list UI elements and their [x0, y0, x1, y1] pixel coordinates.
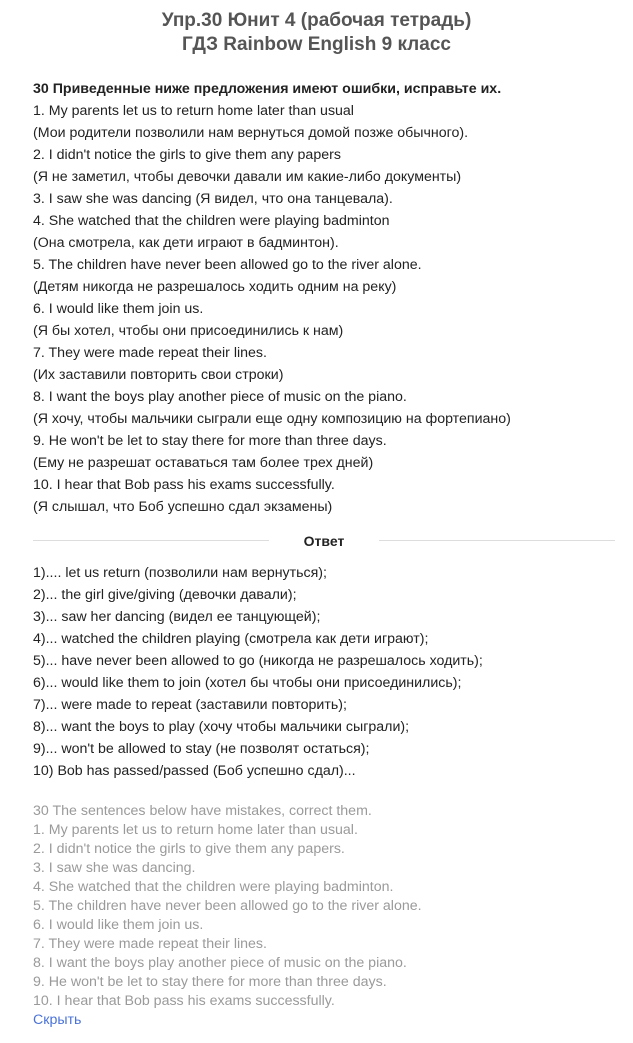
- task-line: (Я хочу, чтобы мальчики сыграли еще одну композицию на фортепиано): [33, 411, 511, 427]
- page-title-line-1: Упр.30 Юнит 4 (рабочая тетрадь): [161, 10, 472, 31]
- answer-item: 3)... saw her dancing (видел ее танцующей);: [33, 609, 321, 625]
- divider-rule-left: [33, 540, 269, 541]
- task-line: (Ему не разрешат оставаться там более трех дней): [33, 455, 374, 471]
- task-line: (Мои родители позволили нам вернуться домой позже обычного).: [33, 125, 469, 141]
- answer-item: 7)... were made to repeat (заставили повторить);: [33, 697, 347, 713]
- task-line: 2. I didn't notice the girls to give them any papers: [33, 147, 341, 163]
- page-title: [0, 9, 633, 57]
- answer-divider: [33, 530, 615, 552]
- task-line: (Я бы хотел, чтобы они присоединились к нам): [33, 323, 344, 339]
- task-line: (Она смотрела, как дети играют в бадминтон).: [33, 235, 339, 251]
- translation-line: 10. I hear that Bob pass his exams successfully.: [33, 993, 335, 1009]
- task-heading: 30 Приведенные ниже предложения имеют ошибки, исправьте их.: [33, 81, 502, 97]
- translation-line: 8. I want the boys play another piece of music on the piano.: [33, 955, 407, 971]
- english-translation: [33, 802, 623, 1030]
- translation-line: 6. I would like them join us.: [33, 917, 204, 933]
- answer-label: Ответ: [303, 533, 345, 549]
- task-line: 6. I would like them join us.: [33, 301, 204, 317]
- answer-item: 8)... want the boys to play (хочу чтобы мальчики сыграли);: [33, 719, 410, 735]
- translation-line: 5. The children have never been allowed go to the river alone.: [33, 898, 422, 914]
- answer-item: 4)... watched the children playing (смотрела как дети играют);: [33, 631, 429, 647]
- translation-line: 4. She watched that the children were playing badminton.: [33, 879, 394, 895]
- translation-line: 30 The sentences below have mistakes, correct them.: [33, 803, 372, 819]
- task-line: 3. I saw she was dancing (Я видел, что она танцевала).: [33, 191, 393, 207]
- task-line: 4. She watched that the children were playing badminton: [33, 213, 390, 229]
- task-line: 9. He won't be let to stay there for more than three days.: [33, 433, 387, 449]
- answer-item: 9)... won't be allowed to stay (не позволят остаться);: [33, 741, 370, 757]
- exercise-task: [33, 78, 623, 518]
- answer-item: 1).... let us return (позволили нам вернуться);: [33, 565, 327, 581]
- translation-line: 9. He won't be let to stay there for more than three days.: [33, 974, 387, 990]
- task-line: 8. I want the boys play another piece of music on the piano.: [33, 389, 407, 405]
- answer-list: [33, 562, 623, 782]
- task-line: (Я слышал, что Боб успешно сдал экзамены): [33, 499, 333, 515]
- task-line: 10. I hear that Bob pass his exams successfully.: [33, 477, 335, 493]
- answer-item: 10) Bob has passed/passed (Боб успешно сдал)...: [33, 763, 356, 779]
- task-line: 7. They were made repeat their lines.: [33, 345, 267, 361]
- page-title-line-2: ГДЗ Rainbow English 9 класс: [182, 34, 451, 55]
- translation-line: 3. I saw she was dancing.: [33, 860, 196, 876]
- answer-item: 6)... would like them to join (хотел бы чтобы они присоединились);: [33, 675, 462, 691]
- task-line: 5. The children have never been allowed go to the river alone.: [33, 257, 422, 273]
- answer-item: 2)... the girl give/giving (девочки давали);: [33, 587, 297, 603]
- translation-line: 1. My parents let us to return home later than usual.: [33, 822, 358, 838]
- answer-item: 5)... have never been allowed to go (никогда не разрешалось ходить);: [33, 653, 483, 669]
- translation-line: 7. They were made repeat their lines.: [33, 936, 267, 952]
- divider-rule-right: [379, 540, 615, 541]
- hide-link[interactable]: Скрыть: [33, 1012, 82, 1028]
- task-line: (Я не заметил, чтобы девочки давали им какие-либо документы): [33, 169, 462, 185]
- translation-line: 2. I didn't notice the girls to give them any papers.: [33, 841, 345, 857]
- task-line: (Их заставили повторить свои строки): [33, 367, 284, 383]
- task-line: (Детям никогда не разрешалось ходить одним на реку): [33, 279, 397, 295]
- task-line: 1. My parents let us to return home later than usual: [33, 103, 354, 119]
